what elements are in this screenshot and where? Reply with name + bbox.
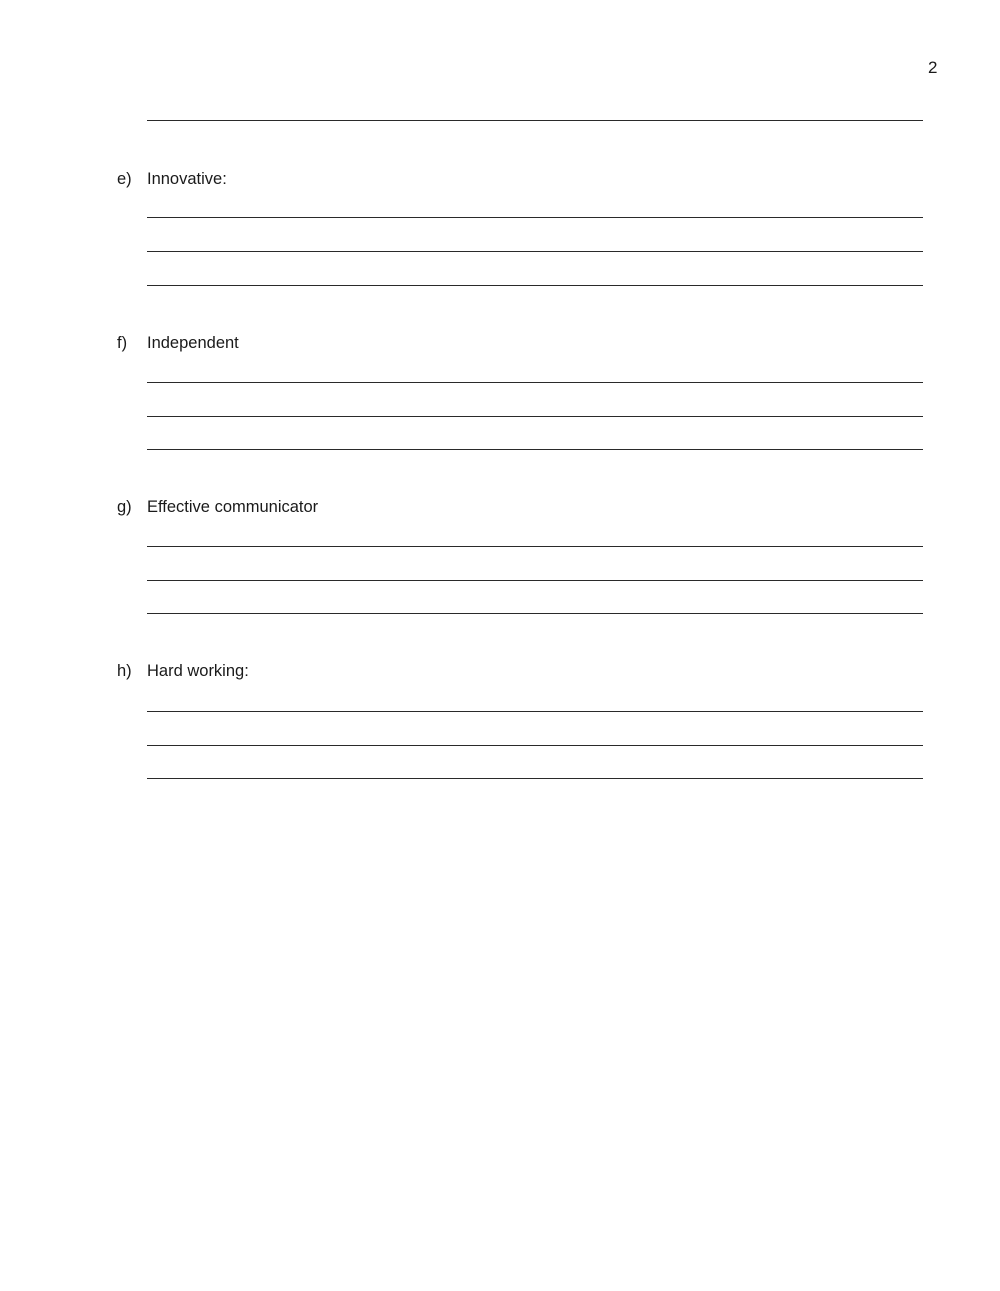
answer-line[interactable] bbox=[147, 546, 923, 547]
answer-line[interactable] bbox=[147, 382, 923, 383]
answer-line[interactable] bbox=[147, 449, 923, 450]
answer-line[interactable] bbox=[147, 711, 923, 712]
question-label: Effective communicator bbox=[147, 498, 319, 516]
question-letter: h) bbox=[117, 662, 132, 680]
question-letter: g) bbox=[117, 498, 132, 516]
answer-line[interactable] bbox=[147, 285, 923, 286]
question-label: Innovative: bbox=[147, 170, 227, 188]
page-number: 2 bbox=[928, 58, 938, 77]
answer-line[interactable] bbox=[147, 217, 923, 218]
answer-line[interactable] bbox=[147, 120, 923, 121]
answer-line[interactable] bbox=[147, 778, 923, 779]
question-letter: f) bbox=[117, 334, 128, 352]
answer-line[interactable] bbox=[147, 580, 923, 581]
answer-line[interactable] bbox=[147, 613, 923, 614]
answer-line[interactable] bbox=[147, 416, 923, 417]
answer-line[interactable] bbox=[147, 251, 923, 252]
question-label: Independent bbox=[147, 334, 239, 352]
question-letter: e) bbox=[117, 170, 132, 188]
answer-line[interactable] bbox=[147, 745, 923, 746]
question-label: Hard working: bbox=[147, 662, 249, 680]
